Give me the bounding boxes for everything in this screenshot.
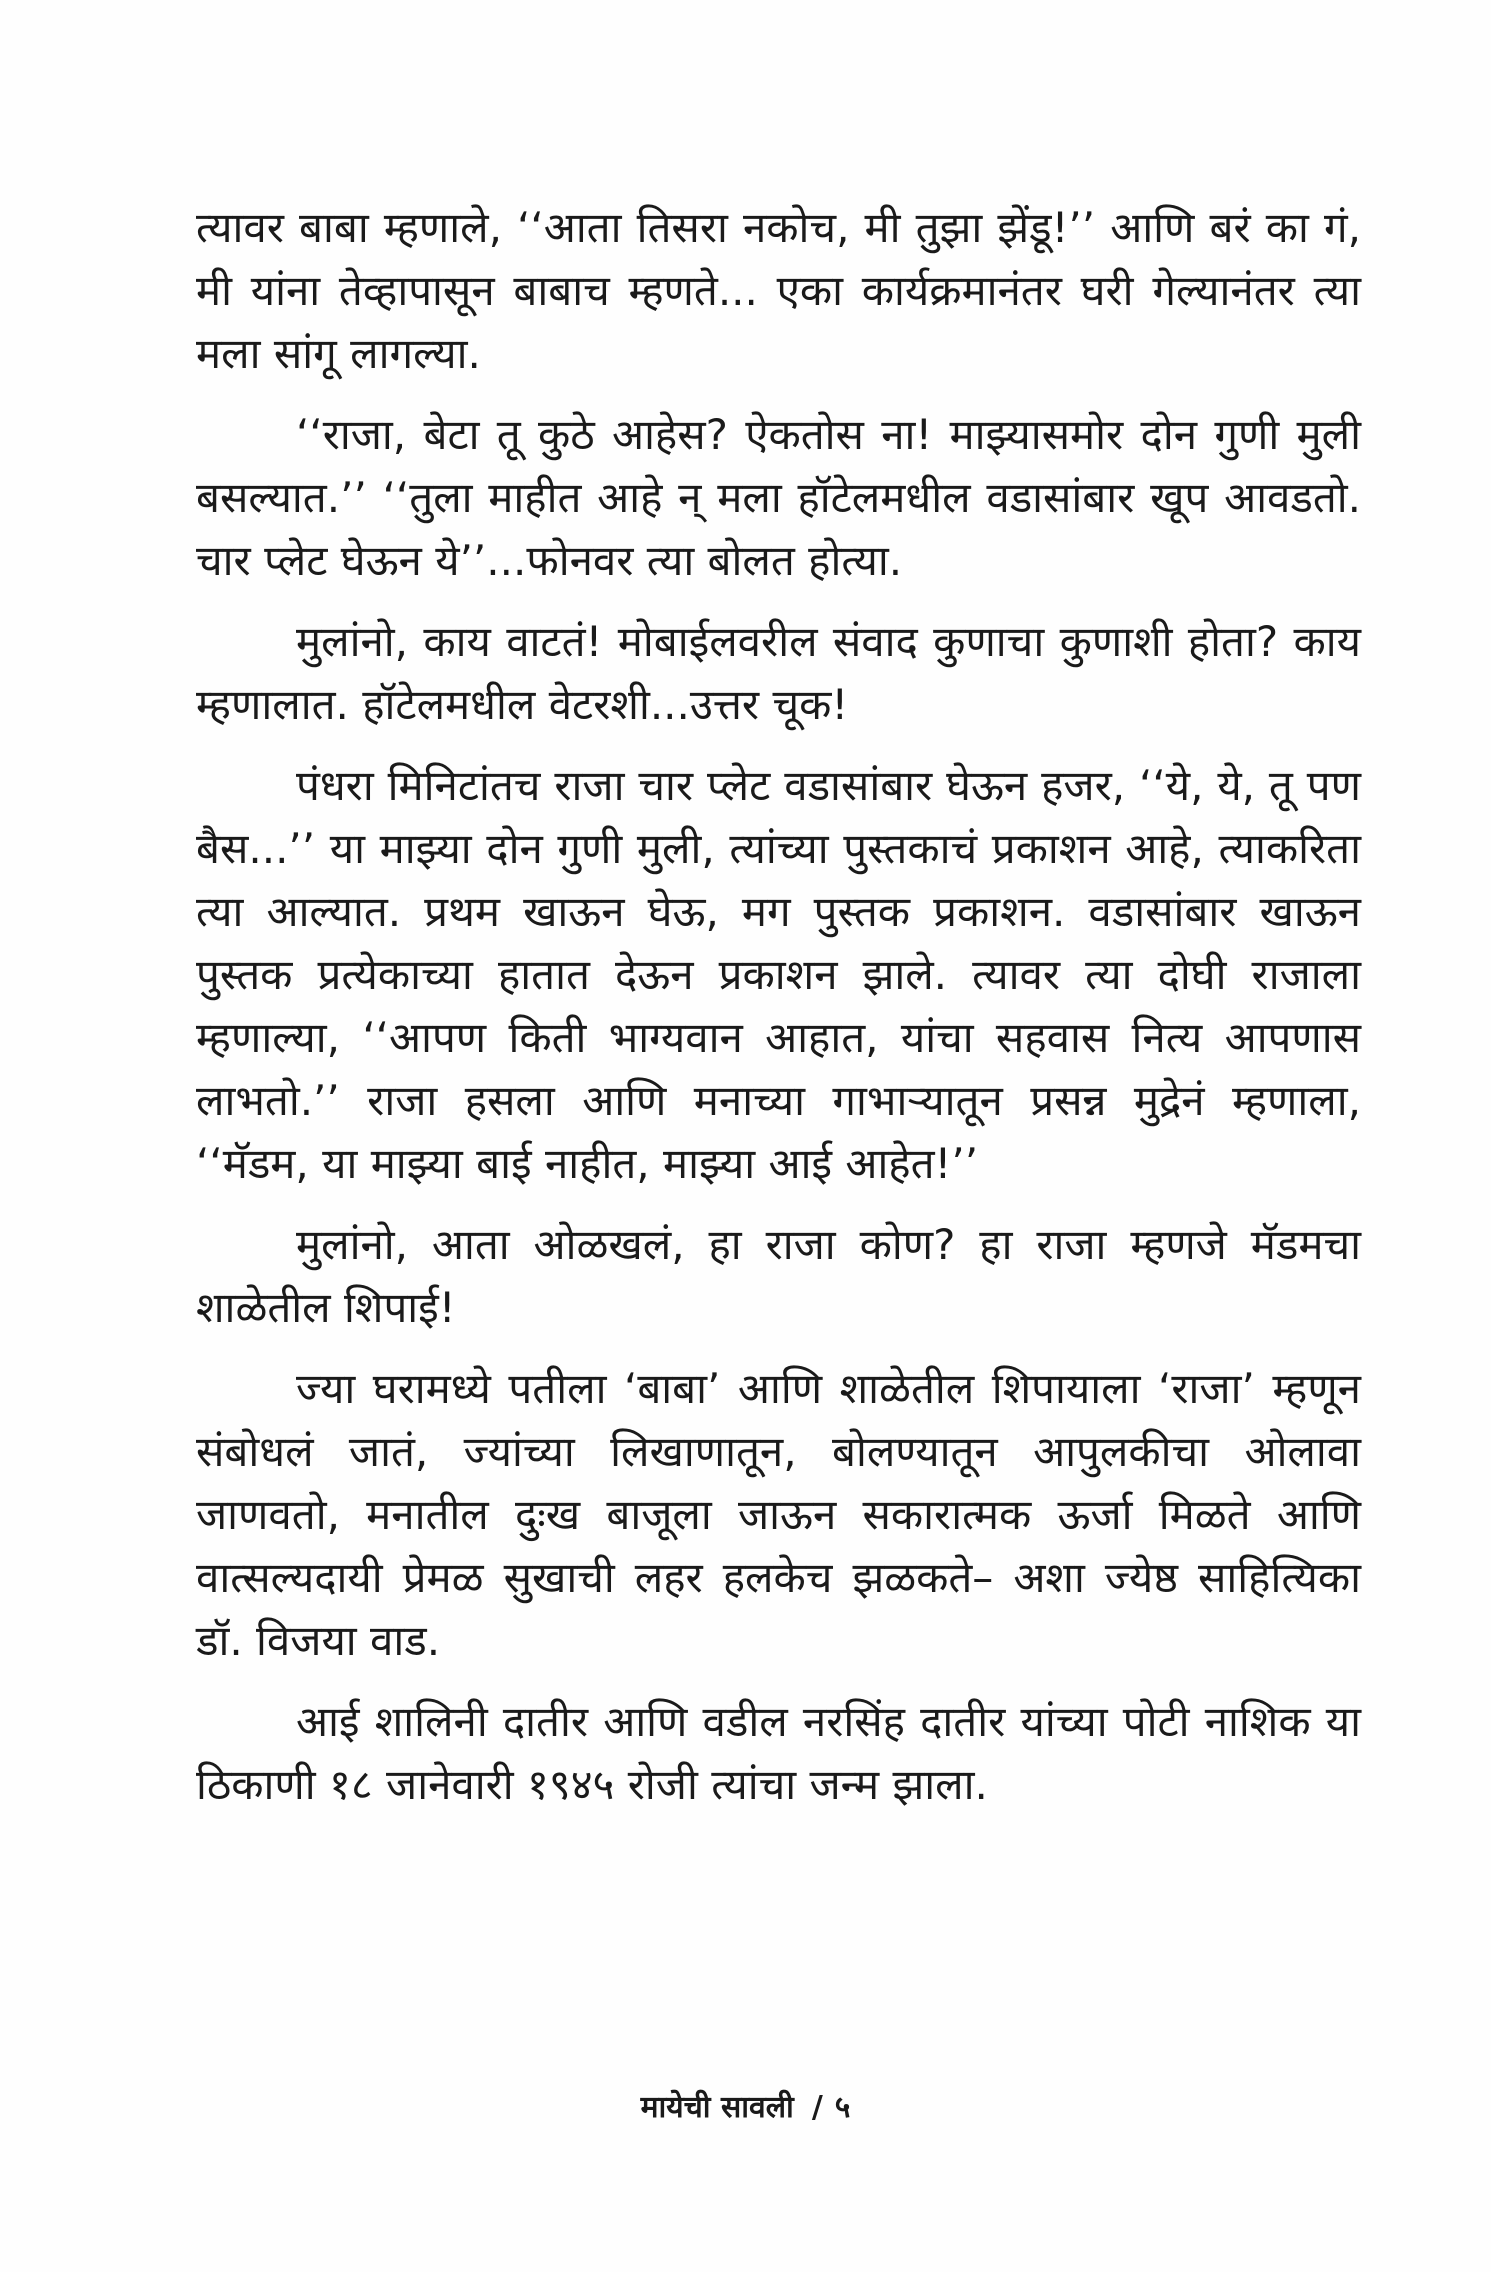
paragraph-3: मुलांनो, काय वाटतं! मोबाईलवरील संवाद कुणाचा कुणाशी होता? काय म्हणालात. हॉटेलमधील वेटरशी...उत्तर चूक!: [196, 617, 1361, 729]
paragraph-1: त्यावर बाबा म्हणाले, ‘‘आता तिसरा नकोच, मी तुझा झेंडू!’’ आणि बरं का गं, मी यांना तेव्हापासून बाबाच म्हणते... एका कार्यक्रमानंतर घरी गेल्यानंतर त्या मला सांगू लागल्या.: [196, 203, 1361, 378]
body-text: [196, 196, 1361, 1834]
paragraph-5: मुलांनो, आता ओळखलं, हा राजा कोण? हा राजा म्हणजे मॅडमचा शाळेतील शिपाई!: [196, 1220, 1361, 1332]
footer-book-title: मायेची सावली: [640, 2090, 794, 2125]
paragraph-6: ज्या घरामध्ये पतीला ‘बाबा’ आणि शाळेतील शिपायाला ‘राजा’ म्हणून संबोधलं जातं, ज्यांच्या लिखाणातून, बोलण्यातून आपुलकीचा ओलावा जाणवतो, मनातील दुःख बाजूला जाऊन सकारात्मक ऊर्जा मिळते आणि वात्सल्यदायी प्रेमळ सुखाची लहर हलकेच झळकते– अशा ज्येष्ठ साहित्यिका डॉ. विजया वाड.: [196, 1364, 1361, 1665]
page-number: ५: [834, 2090, 851, 2125]
page-footer: [0, 2085, 1491, 2126]
footer-separator: /: [811, 2090, 823, 2125]
paragraph-4: पंधरा मिनिटांतच राजा चार प्लेट वडासांबार घेऊन हजर, ‘‘ये, ये, तू पण बैस...’’ या माझ्या दोन गुणी मुली, त्यांच्या पुस्तकाचं प्रकाशन आहे, त्याकरिता त्या आल्यात. प्रथम खाऊन घेऊ, मग पुस्तक प्रकाशन. वडासांबार खाऊन पुस्तक प्रत्येकाच्या हातात देऊन प्रकाशन झाले. त्यावर त्या दोघी राजाला म्हणाल्या, ‘‘आपण किती भाग्यवान आहात, यांचा सहवास नित्य आपणास लाभतो.’’ राजा हसला आणि मनाच्या गाभाऱ्यातून प्रसन्न मुद्रेनं म्हणाला, ‘‘मॅडम, या माझ्या बाई नाहीत, माझ्या आई आहेत!’’: [196, 761, 1361, 1188]
paragraph-2: ‘‘राजा, बेटा तू कुठे आहेस? ऐकतोस ना! माझ्यासमोर दोन गुणी मुली बसल्यात.’’ ‘‘तुला माहीत आहे न् मला हॉटेलमधील वडासांबार खूप आवडतो. चार प्लेट घेऊन ये’’...फोनवर त्या बोलत होत्या.: [196, 410, 1361, 585]
paragraph-7: आई शालिनी दातीर आणि वडील नरसिंह दातीर यांच्या पोटी नाशिक या ठिकाणी १८ जानेवारी १९४५ रोजी त्यांचा जन्म झाला.: [196, 1697, 1361, 1809]
